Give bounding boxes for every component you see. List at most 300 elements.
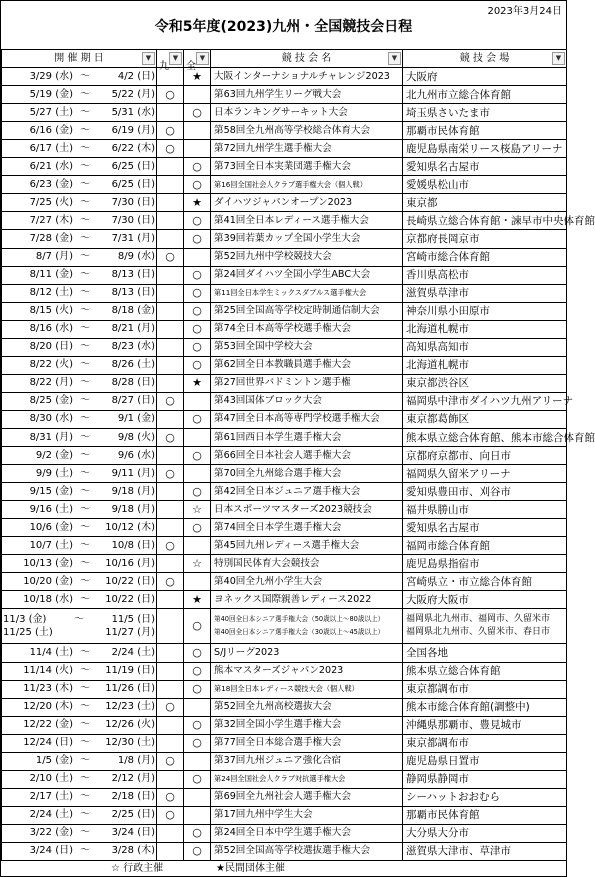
venue-cell [403,266,567,284]
zenkoku-mark: ○ [184,338,211,356]
table-row [2,122,567,140]
period-cell: 2/24 (土) 〜 2/25 (日) [2,806,157,824]
venue-name: 埼玉県さいたま市 [406,106,490,119]
table-row [2,770,567,788]
venue-cell [403,302,567,320]
start-date: 5/27 (土) [29,106,73,118]
page-title: 令和5年度(2023)九州・全国競技会日程 [154,19,413,35]
end-date: 8/18 (金) [111,305,155,317]
end-date: 9/11 (月) [111,467,155,479]
kyushu-mark [157,842,184,860]
event-name: 大阪インターナショナルチャレンジ2023 [214,70,390,82]
legend-minkan: ★民間団体主催 [216,863,285,874]
event-name: S/Jリーグ2023 [214,646,280,658]
start-date: 3/29 (水) [29,70,73,82]
venue-name: 香川県高松市 [406,269,469,282]
zenkoku-mark [184,428,211,446]
venue-name: 愛知県豊田市、刈谷市 [406,485,511,498]
period-cell: 9/2 (金) 〜 9/6 (水) [2,447,157,465]
table-row [2,266,567,284]
event-name: 第18回全日本レディース競技大会（個人戦） [214,684,359,694]
zenkoku-mark [184,698,211,716]
venue-name: 那覇市民体育館 [406,809,480,822]
venue-name: 東京都葛飾区 [406,413,469,426]
start-date: 6/16 (金) [29,124,73,136]
start-date: 9/15 (金) [29,485,73,497]
table-row [2,806,567,824]
period-cell: 8/15 (火) 〜 8/18 (金) [2,302,157,320]
period-cell: 6/21 (水) 〜 6/25 (日) [2,158,157,176]
event-name: 第40回全日本シニア選手権大会（50歳以上～80歳以上） [214,615,385,624]
event-name: 第66回全日本社会人選手権大会 [214,449,351,461]
event-cell [211,573,403,591]
event-cell [211,230,403,248]
event-cell [211,716,403,734]
kyushu-mark: ○ [157,698,184,716]
event-cell [211,644,403,662]
event-name: 第11回全日本学生ミックスダブルス選手権大会 [214,288,367,298]
venue-cell [403,752,567,770]
event-name: 第41回全日本レディース選手権大会 [214,214,369,226]
end-date: 6/19 (月) [111,124,155,136]
zenkoku-mark [184,788,211,806]
zenkoku-mark: ○ [184,266,211,284]
end-date: 10/22 (日) [105,575,155,587]
table-row [2,609,567,644]
zenkoku-mark: ○ [184,609,211,644]
table-row [2,644,567,662]
event-cell [211,519,403,537]
event-cell [211,770,403,788]
start-date: 5/19 (金) [29,88,73,100]
period-cell: 12/24 (日) 〜 12/30 (土) [2,734,157,752]
period-cell: 7/25 (火) 〜 7/30 (日) [2,194,157,212]
period-cell: 11/4 (土) 〜 2/24 (土) [2,644,157,662]
zenkoku-mark: ○ [184,230,211,248]
event-cell [211,824,403,842]
zenkoku-mark [184,537,211,555]
start-date: 8/7 (月) [35,251,73,263]
event-name: 第53回全国中学校大会 [214,341,313,353]
period-cell: 2/10 (土) 〜 2/12 (月) [2,770,157,788]
header-kyushu: 九 ▼ [157,50,184,68]
start-date: 8/31 (月) [29,431,73,443]
table-row [2,230,567,248]
kyushu-mark [157,591,184,609]
venue-cell [403,140,567,158]
venue-cell [403,519,567,537]
table-row [2,716,567,734]
table-row [2,483,567,501]
start-date: 6/17 (土) [29,142,73,154]
end-date: 11/5 (日) [111,614,155,626]
zenkoku-mark [184,806,211,824]
venue-name: 沖縄県那覇市、豊見城市 [406,719,522,732]
period-cell: 10/6 (金) 〜 10/12 (木) [2,519,157,537]
period-cell: 10/20 (金) 〜 10/22 (日) [2,573,157,591]
venue-cell [403,392,574,410]
zenkoku-mark: ○ [184,284,211,302]
end-date: 11/19 (日) [105,665,155,677]
event-name: 第24回全日本中学生選手権大会 [214,827,351,839]
end-date: 4/2 (日) [117,70,155,82]
kyushu-mark: ○ [157,573,184,591]
filter-dropdown-icon[interactable]: ▼ [169,52,182,65]
venue-name: 東京都渋谷区 [406,377,469,390]
table-row [2,752,567,770]
zenkoku-mark: ★ [184,374,211,392]
zenkoku-mark: ☆ [184,555,211,573]
event-name: 第52回九州中学校競技大会 [214,251,332,263]
period-cell: 12/20 (木) 〜 12/23 (土) [2,698,157,716]
end-date: 10/16 (月) [105,557,155,569]
period-cell: 9/15 (金) 〜 9/18 (月) [2,483,157,501]
event-name: 第70回全九州総合選手権大会 [214,467,342,479]
venue-cell [403,842,567,860]
zenkoku-mark [184,140,211,158]
table-row [2,573,567,591]
kyushu-mark [157,483,184,501]
zenkoku-mark: ○ [184,410,211,428]
event-cell [211,609,403,644]
header-period: 開 催 期 日 ▼ [2,50,157,68]
document-date: 2023年3月24日 [487,6,562,17]
table-row [2,338,567,356]
event-name: 第52回全九州高校選抜大会 [214,701,332,713]
kyushu-mark [157,158,184,176]
event-name: 第42回全日本ジュニア選手権大会 [214,485,361,497]
zenkoku-mark: ☆ [184,501,211,519]
table-row [2,842,567,860]
period-cell: 8/12 (土) 〜 8/13 (日) [2,284,157,302]
end-date: 8/28 (日) [111,377,155,389]
zenkoku-mark: ○ [184,842,211,860]
venue-cell [403,644,567,662]
venue-name: 神奈川県小田原市 [406,305,490,318]
venue-cell [403,537,567,555]
event-cell [211,447,403,465]
venue-cell [403,465,567,483]
start-date: 11/23 (木) [23,683,73,695]
event-cell [211,483,403,501]
table-row [2,428,567,446]
venue-name: 大分県大分市 [406,827,469,840]
venue-cell [403,176,567,194]
venue-cell [403,68,567,86]
zenkoku-mark: ○ [184,519,211,537]
kyushu-mark [157,824,184,842]
event-cell [211,338,403,356]
event-name: 日本スポーツマスターズ2023競技会 [214,503,372,515]
start-date: 3/22 (金) [29,827,73,839]
venue-cell [403,609,567,644]
table-row [2,140,567,158]
event-cell [211,248,403,266]
period-cell: 6/16 (金) 〜 6/19 (月) [2,122,157,140]
start-date: 3/24 (日) [29,845,73,857]
venue-cell [403,662,567,680]
event-name: 第62回全日本教職員選手権大会 [214,359,351,371]
venue-name: 滋賀県大津市、草津市 [406,845,511,858]
venue-cell [403,338,567,356]
end-date: 7/30 (日) [111,214,155,226]
period-cell: 8/25 (金) 〜 8/27 (日) [2,392,157,410]
venue-cell [403,212,595,230]
venue-cell [403,428,595,446]
period-cell: 8/20 (日) 〜 8/23 (水) [2,338,157,356]
zenkoku-mark: ○ [184,447,211,465]
event-name: 第40回全日本シニア選手権大会（30歳以上～45歳以上） [214,628,385,637]
end-date: 8/23 (水) [111,341,155,353]
venue-name: 宮崎県立・市立総合体育館 [406,575,532,588]
period-cell: 8/22 (月) 〜 8/28 (日) [2,374,157,392]
period-cell: 11/3 (金) 〜 11/5 (日) 11/25 (土) 11/27 (月) [2,609,157,644]
table-row [2,662,567,680]
venue-cell [403,374,567,392]
event-name: 第16回全国社会人クラブ選手権大会（個人戦） [214,179,367,189]
venue-name: 福岡県北九州市、福岡市、久留米市 [406,614,551,625]
start-date: 9/2 (金) [35,449,73,461]
period-cell: 11/14 (火) 〜 11/19 (日) [2,662,157,680]
zenkoku-mark: ○ [184,176,211,194]
event-cell [211,374,403,392]
zenkoku-mark: ○ [184,770,211,788]
venue-name: 愛知県名古屋市 [406,521,480,534]
zenkoku-mark: ○ [184,483,211,501]
filter-dropdown-icon[interactable]: ▼ [552,52,565,65]
event-name: 日本ランキングサーキット大会 [214,106,348,118]
end-date: 11/26 (日) [105,683,155,695]
zenkoku-mark: ★ [184,591,211,609]
header-venue: 競 技 会 場 ▼ [403,50,567,68]
zenkoku-mark: ○ [184,356,211,374]
venue-name: 宮崎市総合体育館 [406,251,490,264]
period-cell: 7/28 (金) 〜 7/31 (月) [2,230,157,248]
kyushu-mark: ○ [157,537,184,555]
table-row [2,68,567,86]
event-name: 第47回全日本高等専門学校選手権大会 [214,413,380,425]
venue-name: 北海道札幌市 [406,323,469,336]
zenkoku-mark: ★ [184,194,211,212]
start-date: 11/25 (土) [3,627,53,639]
event-name: 第17回九州中学生大会 [214,809,313,821]
venue-cell [403,770,567,788]
venue-cell [403,501,567,519]
event-name: 第69回全九州社会人選手権大会 [214,791,351,803]
zenkoku-mark: ○ [184,644,211,662]
table-row [2,680,567,698]
event-name: 第45回九州レディース選手権大会 [214,539,360,551]
event-cell [211,501,403,519]
event-cell [211,410,403,428]
event-cell [211,734,403,752]
start-date: 10/13 (金) [23,557,73,569]
end-date: 8/21 (月) [111,323,155,335]
zenkoku-mark: ○ [184,824,211,842]
venue-name: 全国各地 [406,646,448,659]
venue-cell [403,734,567,752]
filter-dropdown-icon[interactable]: ▼ [142,52,155,65]
event-cell [211,122,403,140]
table-row [2,212,567,230]
kyushu-mark: ○ [157,86,184,104]
end-date: 8/26 (土) [111,359,155,371]
venue-name: 東京都調布市 [406,683,469,696]
period-cell: 11/23 (木) 〜 11/26 (日) [2,680,157,698]
end-date: 8/27 (日) [111,395,155,407]
zenkoku-mark: ○ [184,212,211,230]
kyushu-mark [157,230,184,248]
start-date: 8/11 (金) [29,269,73,281]
period-cell: 7/27 (木) 〜 7/30 (日) [2,212,157,230]
end-date: 3/28 (木) [111,845,155,857]
end-date: 8/13 (日) [111,269,155,281]
event-cell [211,465,403,483]
venue-name: 福岡市総合体育館 [406,539,490,552]
zenkoku-mark [184,752,211,770]
event-cell [211,788,403,806]
venue-name: 熊本県立総合体育館、熊本市総合体育館 [406,431,595,444]
end-date: 6/25 (日) [111,160,155,172]
zenkoku-mark [184,248,211,266]
header-zenkoku: 全 ▼ [184,50,211,68]
period-cell: 10/18 (水) 〜 10/22 (日) [2,591,157,609]
event-cell [211,752,403,770]
period-cell: 10/13 (金) 〜 10/16 (月) [2,555,157,573]
table-row [2,194,567,212]
start-date: 2/24 (土) [29,809,73,821]
end-date: 2/12 (月) [111,773,155,785]
venue-name: 福井県勝山市 [406,503,469,516]
zenkoku-mark: ○ [184,716,211,734]
venue-cell [403,680,567,698]
event-cell [211,392,403,410]
event-name: 第25回全国高等学校定時制通信制大会 [214,305,380,317]
venue-cell [403,194,567,212]
venue-cell [403,284,567,302]
zenkoku-mark: ○ [184,158,211,176]
kyushu-mark [157,374,184,392]
table-row [2,824,567,842]
venue-name: 高知県高知市 [406,341,469,354]
event-cell [211,86,403,104]
kyushu-mark: ○ [157,392,184,410]
end-date: 12/30 (土) [105,737,155,749]
venue-cell [403,483,567,501]
event-cell [211,320,403,338]
kyushu-mark [157,212,184,230]
event-cell [211,356,403,374]
start-date: 10/7 (土) [29,539,73,551]
table-row [2,698,567,716]
end-date: 10/12 (木) [105,521,155,533]
venue-name: 静岡県静岡市 [406,773,469,786]
end-date: 1/8 (月) [117,755,155,767]
table-row [2,176,567,194]
end-date: 2/24 (土) [111,646,155,658]
zenkoku-mark [184,392,211,410]
zenkoku-mark: ○ [184,302,211,320]
venue-name: 北海道札幌市 [406,359,469,372]
start-date: 8/22 (火) [29,359,73,371]
kyushu-mark [157,447,184,465]
venue-cell [403,248,567,266]
venue-name: 長崎県立総合体育館・諫早市中央体育館 [406,214,595,227]
event-cell [211,104,403,122]
start-date: 12/20 (木) [23,701,73,713]
venue-name: 福岡県北九州市、久留米市、春日市 [406,627,551,638]
zenkoku-mark [184,573,211,591]
venue-name: 熊本市総合体育館(調整中) [406,701,530,714]
venue-cell [403,104,567,122]
kyushu-mark: ○ [157,248,184,266]
period-cell: 10/7 (土) 〜 10/8 (日) [2,537,157,555]
table-row [2,591,567,609]
kyushu-mark [157,194,184,212]
kyushu-mark [157,770,184,788]
period-cell: 6/17 (土) 〜 6/22 (木) [2,140,157,158]
period-cell: 8/11 (金) 〜 8/13 (日) [2,266,157,284]
start-date: 9/16 (土) [29,503,73,515]
venue-cell [403,716,567,734]
table-row [2,501,567,519]
event-cell [211,555,403,573]
period-cell: 2/17 (土) 〜 2/18 (日) [2,788,157,806]
end-date: 6/25 (日) [111,178,155,190]
kyushu-mark [157,410,184,428]
venue-name: 福岡県中津市ダイハツ九州アリーナ [406,395,574,408]
filter-dropdown-icon[interactable]: ▼ [388,52,401,65]
period-cell: 3/22 (金) 〜 3/24 (日) [2,824,157,842]
start-date: 11/4 (土) [29,646,73,658]
kyushu-mark [157,644,184,662]
legend-gyosei: ☆ 行政主催 [111,863,164,874]
venue-name: 那覇市民体育館 [406,124,480,137]
kyushu-mark [157,176,184,194]
zenkoku-mark: ★ [184,68,211,86]
event-name: 第73回全日本実業団選手権大会 [214,160,351,172]
kyushu-mark [157,266,184,284]
venue-cell [403,122,567,140]
event-cell [211,662,403,680]
event-name: ダイハツジャパンオープン2023 [214,196,353,208]
zenkoku-mark [184,122,211,140]
filter-dropdown-icon[interactable]: ▼ [196,52,209,65]
venue-name: 滋賀県草津市 [406,287,469,300]
event-cell [211,591,403,609]
end-date: 12/26 (火) [105,719,155,731]
venue-name: 鹿児島県指宿市 [406,557,480,570]
start-date: 12/24 (日) [23,737,73,749]
event-name: 第58回全九州高等学校総合体育大会 [214,124,371,136]
kyushu-mark: ○ [157,752,184,770]
start-date: 8/15 (火) [29,305,73,317]
end-date: 9/6 (水) [117,449,155,461]
venue-cell [403,806,567,824]
kyushu-mark [157,356,184,374]
event-name: 第40回全九州小学生大会 [214,575,323,587]
event-name: 熊本マスターズジャパン2023 [214,665,344,677]
zenkoku-mark: ○ [184,662,211,680]
period-cell: 1/5 (金) 〜 1/8 (月) [2,752,157,770]
end-date: 8/9 (水) [117,251,155,263]
kyushu-mark [157,609,184,644]
event-cell [211,698,403,716]
period-cell: 8/22 (火) 〜 8/26 (土) [2,356,157,374]
event-cell [211,266,403,284]
venue-cell [403,86,567,104]
event-cell [211,158,403,176]
